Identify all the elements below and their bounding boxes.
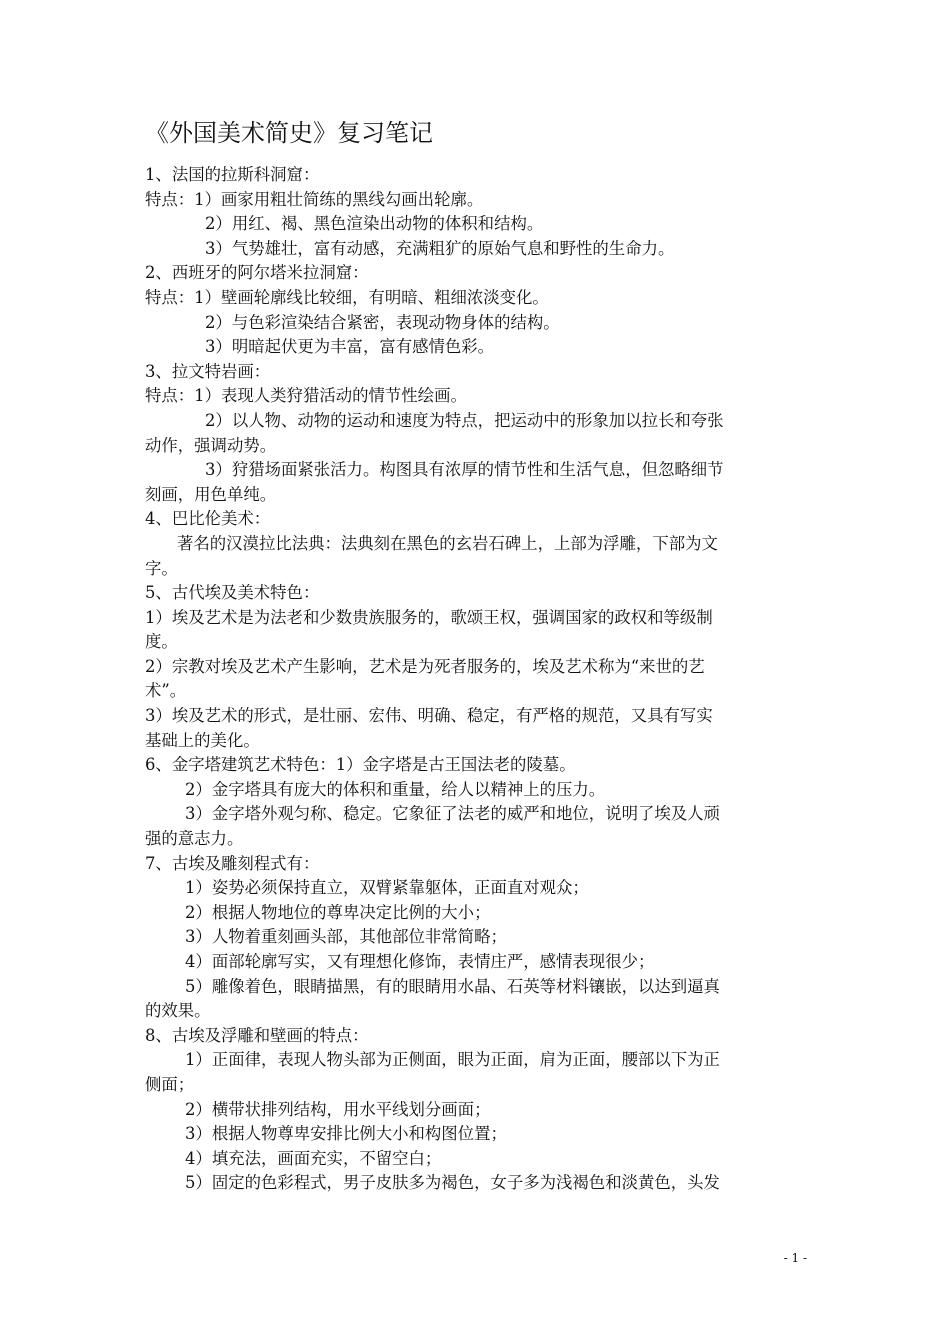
text-line: 2）用红、褐、黑色渲染出动物的体积和结构。 (205, 214, 544, 234)
text-line: 度。 (145, 632, 178, 652)
text-line: 8、古埃及浮雕和壁画的特点： (145, 1025, 369, 1045)
text-line: 刻画，用色单纯。 (145, 484, 277, 504)
text-line: 1）正面律，表现人物头部为正侧面，眼为正面，肩为正面，腰部以下为正 (185, 1050, 720, 1070)
text-line: 特点：1）壁画轮廓线比较细，有明暗、粗细浓淡变化。 (145, 287, 549, 307)
text-line: 3）明暗起伏更为丰富，富有感情色彩。 (205, 337, 495, 357)
text-line: 3、拉文特岩画： (145, 361, 271, 381)
document-body (145, 163, 807, 1196)
document-title: 《外国美术简史》复习笔记 (145, 119, 433, 147)
text-line: 的效果。 (145, 1001, 211, 1021)
text-line: 3）金字塔外观匀称、稳定。它象征了法老的威严和地位，说明了埃及人顽 (185, 804, 720, 824)
text-line: 2、西班牙的阿尔塔米拉洞窟： (145, 263, 369, 283)
text-line: 2）横带状排列结构，用水平线划分画面； (185, 1099, 491, 1119)
text-line: 2）宗教对埃及艺术产生影响，艺术是为死者服务的，埃及艺术称为“来世的艺 (145, 656, 705, 676)
text-line: 术”。 (145, 681, 187, 701)
text-line: 2）金字塔具有庞大的体积和重量，给人以精神上的压力。 (185, 779, 606, 799)
text-line: 强的意志力。 (145, 829, 244, 849)
text-line: 3）人物着重刻画头部，其他部位非常简略； (185, 927, 507, 947)
text-line: 特点：1）表现人类狩猎活动的情节性绘画。 (145, 386, 467, 406)
text-line: 3）气势雄壮，富有动感，充满粗犷的原始气息和野性的生命力。 (205, 238, 675, 258)
text-line: 4）填充法，画面充实，不留空白； (185, 1148, 442, 1168)
text-line: 4、巴比伦美术： (145, 509, 271, 529)
text-line: 2）与色彩渲染结合紧密，表现动物身体的结构。 (205, 312, 560, 332)
text-line: 3）狩猎场面紧张活力。构图具有浓厚的情节性和生活气息，但忽略细节 (205, 460, 724, 480)
text-line: 1、法国的拉斯科洞窟： (145, 165, 320, 184)
text-line: 1）埃及艺术是为法老和少数贵族服务的，歌颂王权，强调国家的政权和等级制 (145, 607, 713, 627)
text-line: 5）固定的色彩程式，男子皮肤多为褐色，女子多为浅褐色和淡黄色，头发 (185, 1173, 720, 1193)
text-line: 5）雕像着色，眼睛描黑，有的眼睛用水晶、石英等材料镶嵌，以达到逼真 (185, 976, 720, 996)
text-line: 侧面； (145, 1074, 195, 1094)
text-line: 动作，强调动势。 (145, 435, 277, 455)
page-number: - 1 - (783, 1251, 807, 1265)
text-line: 7、古埃及雕刻程式有： (145, 853, 320, 873)
text-line: 字。 (145, 558, 178, 578)
text-line: 著名的汉漠拉比法典：法典刻在黑色的玄岩石碑上，上部为浮雕，下部为文 (177, 533, 718, 553)
text-line: 4）面部轮廓写实，又有理想化修饰，表情庄严，感情表现很少； (185, 952, 655, 971)
text-line: 3）埃及艺术的形式，是壮丽、宏伟、明确、稳定，有严格的规范，又具有写实 (145, 706, 713, 726)
text-line: 特点：1）画家用粗壮简练的黑线勾画出轮廓。 (145, 189, 484, 209)
text-line: 2）以人物、动物的运动和速度为特点，把运动中的形象加以拉长和夸张 (205, 410, 724, 430)
text-line: 3）根据人物尊卑安排比例大小和构图位置； (185, 1124, 507, 1144)
text-line: 基础上的美化。 (145, 730, 260, 750)
text-line: 5、古代埃及美术特色： (145, 583, 320, 603)
text-line: 6、金字塔建筑艺术特色：1）金字塔是古王国法老的陵墓。 (145, 755, 576, 775)
text-line: 2）根据人物地位的尊卑决定比例的大小； (185, 902, 491, 922)
text-line: 1）姿势必须保持直立，双臂紧靠躯体，正面直对观众； (185, 878, 589, 898)
